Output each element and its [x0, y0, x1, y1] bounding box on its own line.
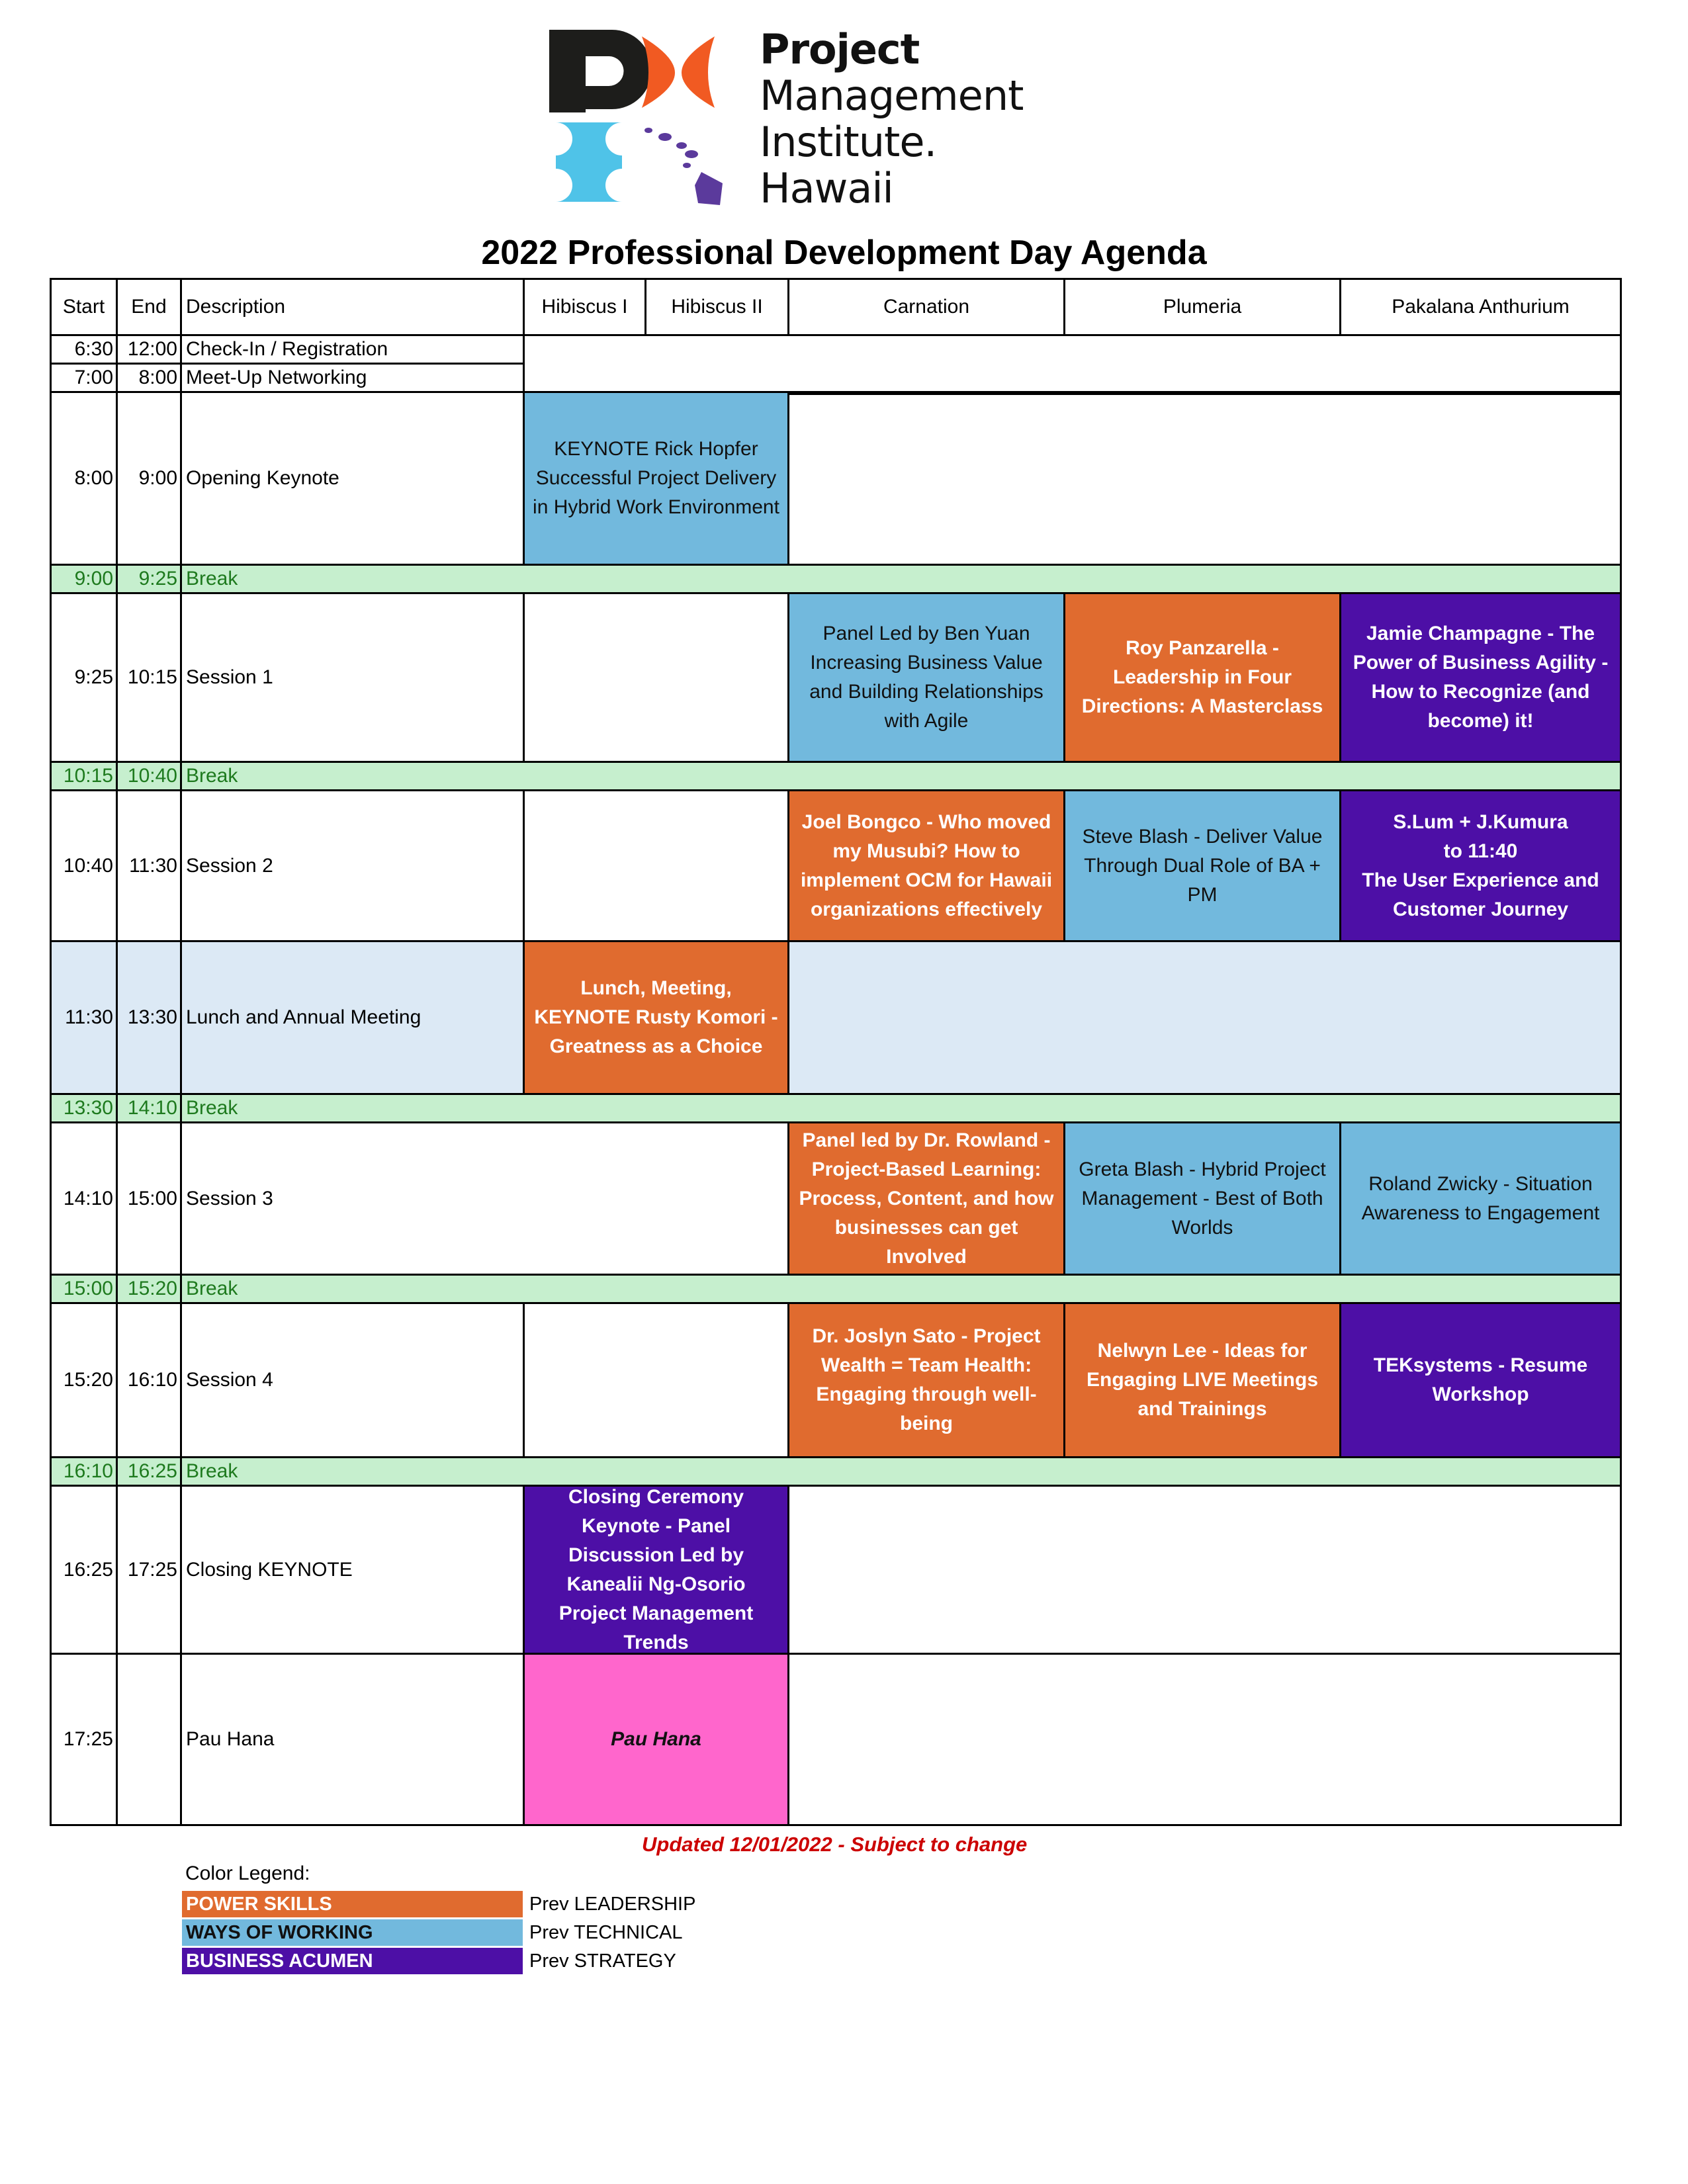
closing-start: 16:25 — [50, 1485, 118, 1655]
pau-hana-description: Pau Hana — [180, 1653, 525, 1826]
session-1-description: Session 1 — [180, 592, 525, 763]
break-2-end: 10:40 — [116, 761, 182, 791]
legend-power-skills: POWER SKILLS — [182, 1891, 523, 1917]
empty-cell — [787, 391, 1622, 566]
break-5-end: 16:25 — [116, 1456, 182, 1487]
agenda-table — [50, 278, 1622, 1826]
row-meetup-description: Meet-Up Networking — [180, 363, 525, 393]
session-2-end: 11:30 — [116, 789, 182, 942]
break-5-label: Break — [180, 1456, 1622, 1487]
session-3-start: 14:10 — [50, 1121, 118, 1276]
session-2-description: Session 2 — [180, 789, 525, 942]
logo-line-4: Hawaii — [760, 164, 893, 212]
break-4-end: 15:20 — [116, 1274, 182, 1304]
pau-hana-start: 17:25 — [50, 1653, 118, 1826]
session-1-start: 9:25 — [50, 592, 118, 763]
empty-cell — [787, 1653, 1622, 1826]
page-title: 2022 Professional Development Day Agenda — [481, 234, 1207, 272]
session-3-end: 15:00 — [116, 1121, 182, 1276]
legend-ways-of-working: WAYS OF WORKING — [182, 1919, 523, 1946]
closing-description: Closing KEYNOTE — [180, 1485, 525, 1655]
session-opening-keynote[interactable]: KEYNOTE Rick Hopfer Successful Project Delivery in Hybrid Work Environment — [523, 391, 789, 566]
session-3-carnation[interactable]: Panel led by Dr. Rowland - Project-Based Learning: Process, Content, and how businesses can get Involved — [787, 1121, 1065, 1276]
header-hibiscus-2: Hibiscus II — [644, 278, 789, 336]
break-5-start: 16:10 — [50, 1456, 118, 1487]
session-2-carnation[interactable]: Joel Bongco - Who moved my Musubi? How to implement OCM for Hawaii organizations effectively — [787, 789, 1065, 942]
session-4-description: Session 4 — [180, 1302, 525, 1458]
logo-line-3: Institute. — [760, 118, 937, 166]
session-4-start: 15:20 — [50, 1302, 118, 1458]
header-end: End — [116, 278, 182, 336]
logo-line-2: Management — [760, 71, 1024, 120]
logo-line-1: Project — [760, 25, 920, 73]
session-1-carnation[interactable]: Panel Led by Ben Yuan Increasing Business Value and Building Relationships with Agile — [787, 592, 1065, 763]
session-1-pakalana[interactable]: Jamie Champagne - The Power of Business Agility - How to Recognize (and become) it! — [1339, 592, 1622, 763]
session-1-plumeria[interactable]: Roy Panzarella - Leadership in Four Directions: A Masterclass — [1063, 592, 1341, 763]
pmi-logo-mark-icon — [549, 30, 768, 208]
pau-hana-end — [116, 1653, 182, 1826]
session-closing-keynote[interactable]: Closing Ceremony Keynote - Panel Discussion Led by Kanealii Ng-Osorio Project Management Trends — [523, 1485, 789, 1655]
closing-end: 17:25 — [116, 1485, 182, 1655]
legend-power-skills-desc: Prev LEADERSHIP — [529, 1894, 696, 1915]
break-2-start: 10:15 — [50, 761, 118, 791]
break-1-end: 9:25 — [116, 564, 182, 594]
header-hibiscus-1: Hibiscus I — [523, 278, 646, 336]
header-description: Description — [180, 278, 525, 336]
session-2-pakalana-time-note: to 11:40 — [1443, 840, 1518, 862]
pmi-logo-wordmark — [760, 26, 1023, 212]
session-lunch-keynote[interactable]: Lunch, Meeting, KEYNOTE Rusty Komori - Greatness as a Choice — [523, 940, 789, 1095]
empty-cell — [523, 334, 1622, 395]
empty-cell — [787, 940, 1622, 1095]
row-checkin-description: Check-In / Registration — [180, 334, 525, 365]
header-pakalana-anthurium: Pakalana Anthurium — [1339, 278, 1622, 336]
empty-cell — [523, 789, 789, 942]
header-start: Start — [50, 278, 118, 336]
row-keynote-end: 9:00 — [116, 391, 182, 566]
session-4-carnation[interactable]: Dr. Joslyn Sato - Project Wealth = Team Health: Engaging through well-being — [787, 1302, 1065, 1458]
session-3-description: Session 3 — [180, 1121, 789, 1276]
legend-title: Color Legend: — [185, 1862, 310, 1884]
session-4-end: 16:10 — [116, 1302, 182, 1458]
row-meetup-end: 8:00 — [116, 363, 182, 393]
session-2-pakalana[interactable] — [1339, 789, 1622, 942]
session-2-plumeria[interactable]: Steve Blash - Deliver Value Through Dual Role of BA + PM — [1063, 789, 1341, 942]
empty-cell — [523, 1302, 789, 1458]
empty-cell — [787, 1485, 1622, 1655]
empty-cell — [523, 592, 789, 763]
legend-ways-of-working-desc: Prev TECHNICAL — [529, 1922, 683, 1943]
break-4-label: Break — [180, 1274, 1622, 1304]
session-4-pakalana[interactable]: TEKsystems - Resume Workshop — [1339, 1302, 1622, 1458]
row-checkin-end: 12:00 — [116, 334, 182, 365]
legend-business-acumen-desc: Prev STRATEGY — [529, 1950, 676, 1972]
legend-business-acumen: BUSINESS ACUMEN — [182, 1948, 523, 1974]
row-keynote-start: 8:00 — [50, 391, 118, 566]
session-3-plumeria[interactable]: Greta Blash - Hybrid Project Management - Best of Both Worlds — [1063, 1121, 1341, 1276]
lunch-description: Lunch and Annual Meeting — [180, 940, 525, 1095]
session-4-plumeria[interactable]: Nelwyn Lee - Ideas for Engaging LIVE Meetings and Trainings — [1063, 1302, 1341, 1458]
row-keynote-description: Opening Keynote — [180, 391, 525, 566]
break-4-start: 15:00 — [50, 1274, 118, 1304]
header-carnation: Carnation — [787, 278, 1065, 336]
row-meetup-start: 7:00 — [50, 363, 118, 393]
lunch-start: 11:30 — [50, 940, 118, 1095]
break-2-label: Break — [180, 761, 1622, 791]
session-2-pakalana-speakers: S.Lum + J.Kumura — [1393, 810, 1568, 833]
break-3-end: 14:10 — [116, 1093, 182, 1123]
row-checkin-start: 6:30 — [50, 334, 118, 365]
break-3-start: 13:30 — [50, 1093, 118, 1123]
break-3-label: Break — [180, 1093, 1622, 1123]
session-3-pakalana[interactable]: Roland Zwicky - Situation Awareness to Engagement — [1339, 1121, 1622, 1276]
header-plumeria: Plumeria — [1063, 278, 1341, 336]
session-2-start: 10:40 — [50, 789, 118, 942]
break-1-start: 9:00 — [50, 564, 118, 594]
session-2-pakalana-title: The User Experience and Customer Journey — [1362, 869, 1599, 920]
updated-notice: Updated 12/01/2022 - Subject to change — [642, 1833, 1028, 1856]
session-pau-hana[interactable]: Pau Hana — [523, 1653, 789, 1826]
lunch-end: 13:30 — [116, 940, 182, 1095]
break-1-label: Break — [180, 564, 1622, 594]
session-1-end: 10:15 — [116, 592, 182, 763]
